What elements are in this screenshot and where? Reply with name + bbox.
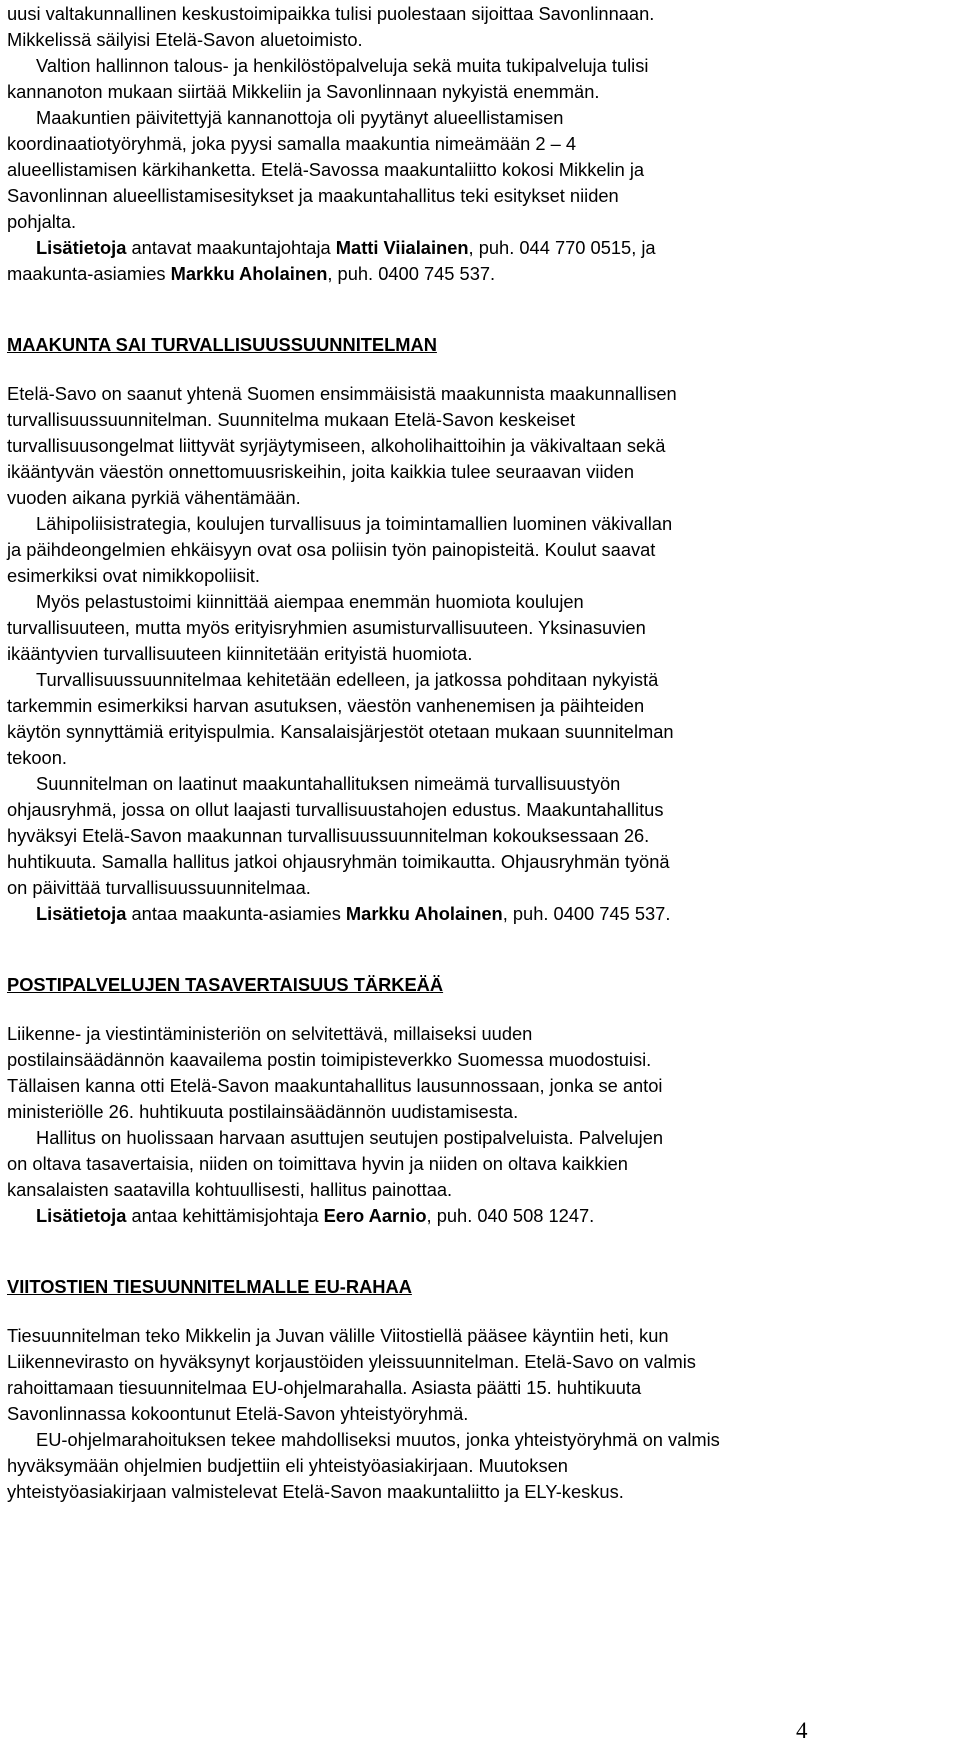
contact-line: maakunta-asiamies Markku Aholainen, puh. 0400 745 537. <box>7 263 496 284</box>
section-heading: VIITOSTIEN TIESUUNNITELMALLE EU-RAHAA <box>7 1276 412 1297</box>
text-line: ohjausryhmä, jossa on ollut laajasti turvallisuustahojen edustus. Maakuntahallitus <box>7 799 664 820</box>
contact-line: Lisätietoja antaa maakunta-asiamies Markku Aholainen, puh. 0400 745 537. <box>36 903 671 924</box>
page-number: 4 <box>796 1718 808 1743</box>
text-line: hyväksyi Etelä-Savon maakunnan turvallisuussuunnitelman kokouksessaan 26. <box>7 825 650 846</box>
contact-name: Eero Aarnio <box>323 1205 427 1226</box>
text-line: ikääntyvän väestön onnettomuusriskeihin, joita kaikkia tulee seuraavan viiden <box>7 461 635 482</box>
text-line: ja päihdeongelmien ehkäisyyn ovat osa poliisin työn painopisteitä. Koulut saavat <box>7 539 656 560</box>
text-line: pohjalta. <box>7 211 77 232</box>
text-line: postilainsäädännön kaavailema postin toimipisteverkko Suomessa muodostuisi. <box>7 1049 652 1070</box>
text-line: Lähipoliisistrategia, koulujen turvallisuus ja toimintamallien luominen väkivallan <box>36 513 673 534</box>
text-line: Maakuntien päivitettyjä kannanottoja oli pyytänyt alueellistamisen <box>36 107 564 128</box>
text-line: tekoon. <box>7 747 67 768</box>
text-line: hyväksymään ohjelmien budjettiin eli yhteistyöasiakirjaan. Muutoksen <box>7 1455 568 1476</box>
text-line: esimerkiksi ovat nimikkopoliisit. <box>7 565 260 586</box>
contact-name: Markku Aholainen <box>345 903 503 924</box>
text-line: ministeriölle 26. huhtikuuta postilainsäädännön uudistamisesta. <box>7 1101 519 1122</box>
text-line: turvallisuusongelmat liittyvät syrjäytymiseen, alkoholihaittoihin ja väkivaltaan sekä <box>7 435 666 456</box>
text-line: turvallisuuteen, mutta myös erityisryhmien asumisturvallisuuteen. Yksinasuvien <box>7 617 646 638</box>
text-line: Savonlinnan alueellistamisesitykset ja maakuntahallitus teki esitykset niiden <box>7 185 619 206</box>
text-line: Tällaisen kanna otti Etelä-Savon maakuntahallitus lausunnossaan, jonka se antoi <box>7 1075 663 1096</box>
text-line: kannanoton mukaan siirtää Mikkeliin ja Savonlinnaan nykyistä enemmän. <box>7 81 600 102</box>
text-line: Suunnitelman on laatinut maakuntahallituksen nimeämä turvallisuustyön <box>36 773 621 794</box>
contact-lead: Lisätietoja <box>36 237 127 258</box>
text-line: huhtikuuta. Samalla hallitus jatkoi ohjausryhmän toimikautta. Ohjausryhmän työnä <box>7 851 670 872</box>
contact-lead: Lisätietoja <box>36 1205 127 1226</box>
section-heading: POSTIPALVELUJEN TASAVERTAISUUS TÄRKEÄÄ <box>7 974 444 995</box>
text-line: yhteistyöasiakirjaan valmistelevat Etelä-Savon maakuntaliitto ja ELY-keskus. <box>7 1481 624 1502</box>
text-line: uusi valtakunnallinen keskustoimipaikka tulisi puolestaan sijoittaa Savonlinnaan. <box>7 3 655 24</box>
text-line: Mikkelissä säilyisi Etelä-Savon aluetoimisto. <box>7 29 363 50</box>
text-line: on päivittää turvallisuussuunnitelmaa. <box>7 877 311 898</box>
text-line: koordinaatiotyöryhmä, joka pyysi samalla maakuntia nimeämään 2 – 4 <box>7 133 577 154</box>
text-line: Valtion hallinnon talous- ja henkilöstöpalveluja sekä muita tukipalveluja tulisi <box>36 55 649 76</box>
text-line: alueellistamisen kärkihanketta. Etelä-Savossa maakuntaliitto kokosi Mikkelin ja <box>7 159 645 180</box>
text-line: ikääntyvien turvallisuuteen kiinnitetään erityistä huomiota. <box>7 643 473 664</box>
text-line: EU-ohjelmarahoituksen tekee mahdolliseksi muutos, jonka yhteistyöryhmä on valmis <box>36 1429 720 1450</box>
text-line: tarkemmin esimerkiksi harvan asutuksen, väestön vanhenemisen ja päihteiden <box>7 695 645 716</box>
text-line: on oltava tasavertaisia, niiden on toimittava hyvin ja niiden on oltava kaikkien <box>7 1153 628 1174</box>
text-line: Myös pelastustoimi kiinnittää aiempaa enemmän huomiota koulujen <box>36 591 584 612</box>
text-line: Liikenne- ja viestintäministeriön on selvitettävä, millaiseksi uuden <box>7 1023 533 1044</box>
text-line: käytön synnyttämiä erityispulmia. Kansalaisjärjestöt otetaan mukaan suunnitelman <box>7 721 674 742</box>
contact-name: Matti Viialainen <box>335 237 469 258</box>
text-line: turvallisuussuunnitelman. Suunnitelma mukaan Etelä-Savon keskeiset <box>7 409 576 430</box>
text-line: kansalaisten saatavilla kohtuullisesti, hallitus painottaa. <box>7 1179 453 1200</box>
contact-line: Lisätietoja antaa kehittämisjohtaja Eero Aarnio, puh. 040 508 1247. <box>36 1205 595 1226</box>
contact-line: Lisätietoja antavat maakuntajohtaja Matti Viialainen, puh. 044 770 0515, ja <box>36 237 656 258</box>
contact-name: Markku Aholainen <box>170 263 328 284</box>
text-line: vuoden aikana pyrkiä vähentämään. <box>7 487 301 508</box>
text-line: Savonlinnassa kokoontunut Etelä-Savon yhteistyöryhmä. <box>7 1403 469 1424</box>
text-line: Etelä-Savo on saanut yhtenä Suomen ensimmäisistä maakunnista maakunnallisen <box>7 383 677 404</box>
contact-lead: Lisätietoja <box>36 903 127 924</box>
text-line: rahoittamaan tiesuunnitelmaa EU-ohjelmarahalla. Asiasta päätti 15. huhtikuuta <box>7 1377 642 1398</box>
section-heading: MAAKUNTA SAI TURVALLISUUSSUUNNITELMAN <box>7 334 437 355</box>
text-line: Hallitus on huolissaan harvaan asuttujen seutujen postipalveluista. Palvelujen <box>36 1127 664 1148</box>
text-line: Tiesuunnitelman teko Mikkelin ja Juvan välille Viitostiellä pääsee käyntiin heti, kun <box>7 1325 669 1346</box>
text-line: Liikennevirasto on hyväksynyt korjaustöiden yleissuunnitelman. Etelä-Savo on valmis <box>7 1351 696 1372</box>
text-line: Turvallisuussuunnitelmaa kehitetään edelleen, ja jatkossa pohditaan nykyistä <box>36 669 659 690</box>
